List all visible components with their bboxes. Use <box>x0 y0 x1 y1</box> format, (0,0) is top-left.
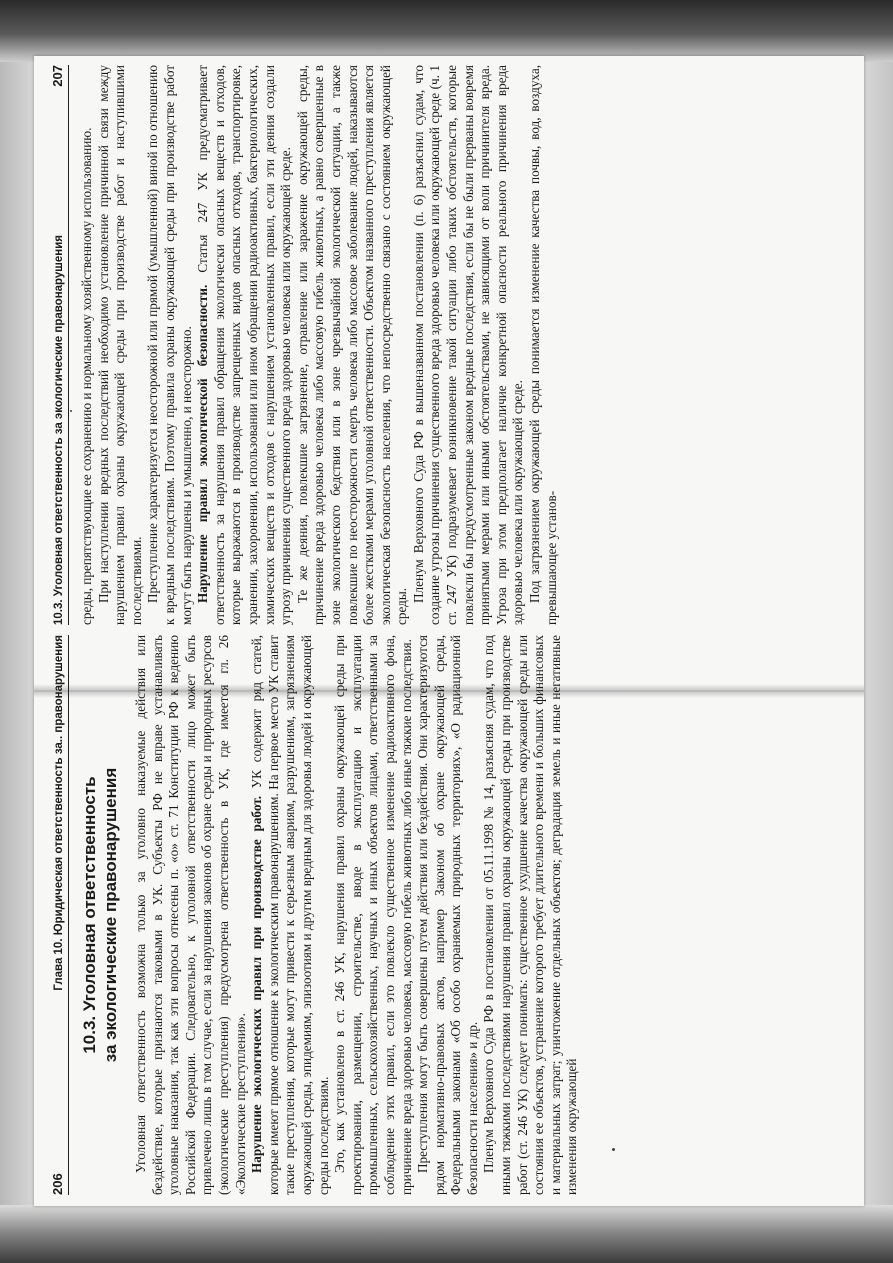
paragraph-text: Преступление характеризуется неосторожной или прямой (умышленной) виной по отношению к вредным последствиям. Поэтому правила охраны окружающей среды при производстве работ могут быть нарушены и умышленно, и неосторожно. <box>145 65 194 625</box>
paragraph-heading: Нарушение экологических правил при производстве работ. <box>249 795 265 1173</box>
page-206 <box>50 635 810 1195</box>
paragraph <box>133 635 249 1195</box>
paragraph <box>411 65 527 625</box>
paragraph-text: Те же деяния, повлекшие загрязнение, отравление или заражение окружающей среды, причинение вреда здоровью человека либо массовую гибель животных, а равно совершенные в зоне экологического бедствия или в зоне чрезвычайной экологической ситуации, а также повлекшие по неосторожности смерть человека либо массовое заболевание людей, наказываются более жесткими мерами уголовной ответственности. Объектом названного преступления является экологическая безопасность населения, что непосредственно связано с состоянием окружающей среды. <box>294 65 410 625</box>
paragraph <box>481 635 581 1195</box>
page-body <box>79 65 560 625</box>
page-number: 207 <box>50 65 65 87</box>
paragraph-text: Пленум Верховного Суда РФ в постановлении от 05.11.1998 № 14, разъясняя судам, что под иными тяжкими последствиями нарушения правил охраны окружающей среды при производстве работ (ст. 246 УК) следует понимать: существенное ухудшение качества окружающей среды или состояния ее объектов, устранение которого требует длительного времени и больших финансовых и материальных затрат; уничтожение отдельных объектов; деградация земель и иные негативные изменения окружающей <box>481 635 580 1195</box>
paragraph-text: УК содержит ряд статей, которые имеют прямое отношение к экологическим правонарушениям. На первое место УК ставит такие преступления, которые могут привести к серьезным авариям, разрушениям, загрязнениям окружающей среды, эпидемиям, эпизоотиям и другим вредным для здоровья людей и окружающей среды последствиям. <box>249 634 331 1195</box>
paragraph-text: Уголовная ответственность возможна только за уголовно наказуемые действия или бездействие, которые признаются таковыми в УК. Субъекты РФ не вправе устанавливать уголовные наказания, так как эти вопросы отнесены п. «о» ст. 71 Конституции РФ к ведению Российской Федерации. Следовательно, к уголовной ответственности лицо может быть привлечено лишь в том случае, если за нарушения законов об охране среды и природных ресурсов (экологические преступления) предусмотрена ответственность в УК, где имеется гл. 26 «Экологические преступления». <box>133 635 248 1195</box>
paragraph-text: Это, как установлено в ст. 246 УК, нарушения правил охраны окружающей среды при проектировании, размещении, строительстве, вводе в эксплуатацию и эксплуатации промышленных, сельскохозяйственных, научных и иных объектов лицами, ответственными за соблюдение этих правил, если это повлекло существенное изменение радиоактивного фона, причинение вреда здоровью человека, массовую гибель животных либо иные тяжкие последствия. <box>332 635 414 1195</box>
scan-edge-bottom <box>0 1205 893 1263</box>
paragraph <box>332 635 415 1195</box>
paragraph-text: Преступления могут быть совершены путем действия или бездействия. Они характеризуются рядом нормативно-правовых актов, например Законом об охране окружающей среды, Федеральными законами «Об особо охраняемых природных территориях», «О радиационной безопасности населения» и др. <box>415 635 480 1195</box>
running-head-206 <box>50 635 69 1195</box>
paragraph <box>415 635 481 1195</box>
paragraph-text: Пленум Верховного Суда РФ в вышеназванном постановлении (п. 6) разъяснил судам, что создание угрозы причинения существенного вреда здоровью человека или окружающей среде (ч. 1 ст. 247 УК) подразумевает возникновение такой ситуации либо таких обстоятельств, которые повлекли бы предусмотренные законом вредные последствия, если бы не были прерваны вовремя принятыми мерами или иными обстоятельствами, не зависящими от воли причинителя вреда. Угроза при этом предполагает наличие конкретной опасности реального причинения вреда здоровью человека или окружающей среде. <box>410 65 526 625</box>
paragraph-text: Статья 247 УК предусматривает ответственность за нарушения правил обращения экологически опасных веществ и отходов, которые выражаются в производстве запрещенных видов опасных отходов, транспортировке, хранении, захоронении, использовании или ином обращении радиоактивных, бактериологических, химических веществ и отходов с нарушением установленных правил, если эти деяния создали угрозу причинения существенного вреда здоровью человека или окружающей среде. <box>195 65 294 625</box>
running-head-207 <box>50 65 69 625</box>
scan-speck <box>612 1148 615 1151</box>
paragraph-text: При наступлении вредных последствий необходимо установление причинной связи между нарушением правил охраны окружающей среды при производстве работ и наступившими последствиями. <box>95 65 144 625</box>
running-head-title: 10.3. Уголовная ответственность за экологические правонарушения <box>53 234 65 625</box>
paragraph-text: Под загрязнением окружающей среды понимается изменение качества почвы, вод, воздуха, превышающее установ- <box>527 65 559 625</box>
scan-edge-top <box>0 0 893 62</box>
section-title <box>79 635 121 1195</box>
page-207 <box>50 65 810 625</box>
paragraph <box>195 65 295 625</box>
running-head-title: Глава 10. Юридическая ответственность за.. правонарушения <box>53 635 65 991</box>
paragraph <box>527 65 560 625</box>
page-number: 206 <box>50 1173 65 1195</box>
page-body <box>133 635 581 1195</box>
paragraph-heading: Нарушение правил экологической безопасности. <box>195 284 211 603</box>
paragraph <box>79 65 96 625</box>
paragraph <box>145 65 195 625</box>
paragraph <box>96 65 146 625</box>
paragraph <box>295 65 411 625</box>
section-title-line: 10.3. Уголовная ответственность <box>80 776 99 1054</box>
paragraph <box>249 635 332 1195</box>
section-title-line: за экологические правонарушения <box>101 767 120 1063</box>
paragraph-text: среды, препятствующие ее сохранению и нормальному хозяйственному использованию. <box>79 127 94 625</box>
scan-speck <box>70 410 72 412</box>
